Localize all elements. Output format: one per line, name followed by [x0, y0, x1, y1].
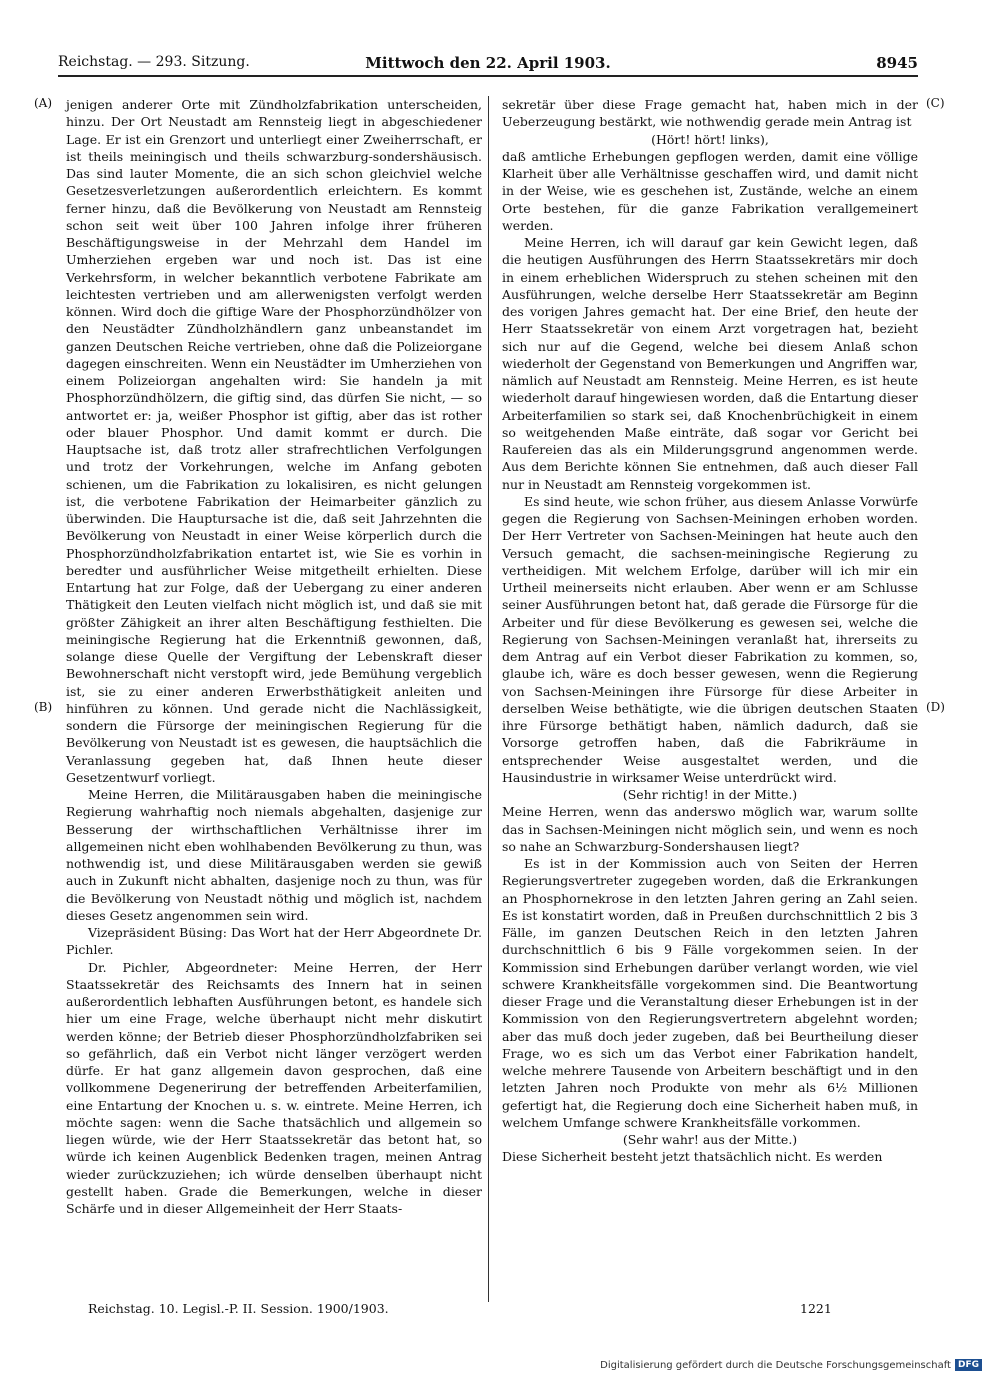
- margin-mark-b: (B): [34, 700, 53, 714]
- paragraph: Meine Herren, die Militärausgaben haben die meiningische Regierung wahrhaftig noch niemals abgehalten, dasjenige zur Besserung der wirthschaftlichen Verhältnisse ihrer im allgemeinen nicht eben wohlhabenden Bevölkerung zu thun, was nothwendig ist, und diese Militärausgaben werden sie gewiß auch in Zukunft nicht abhalten, dasjenige noch zu thun, was für die Bevölkerung von Neustadt nöthig und möglich ist, nachdem dieses Gesetz angenommen sein wird.: [66, 787, 482, 923]
- paragraph: Meine Herren, ich will darauf gar kein Gewicht legen, daß die heutigen Ausführungen des Herrn Staatssekretärs mir doch in einem erheblichen Widerspruch zu stehen scheinen mit den Ausführungen, welche derselbe Herr Staatssekretär am Beginn des vorigen Jahres gemacht hat. Der eine Brief, den heute der Herr Staatssekretär von einem Arzt vorgetragen hat, bezieht sich nur auf die Gegend, welche bei diesem Anlaß schon wiederholt der Gegenstand von Bemerkungen und Angriffen war, nämlich auf Neustadt am Rennsteig. Meine Herren, es ist heute wiederholt darauf hingewiesen worden, daß die Entartung dieser Arbeiterfamilien so stark sei, daß Knochenbrüchigkeit in einem so weitgehenden Maße einträte, daß sogar vor Gericht bei Raufereien das als ein Milderungsgrund angenommen werde. Aus dem Berichte können Sie entnehmen, daß auch dieser Fall nur in Neustadt am Rennsteig vorgekommen ist.: [502, 235, 918, 492]
- header-session: Reichstag. — 293. Sitzung.: [58, 54, 250, 70]
- paragraph: Es sind heute, wie schon früher, aus diesem Anlasse Vorwürfe gegen die Regierung von Sachsen-Meiningen erhoben worden. Der Herr Vertreter von Sachsen-Meiningen hat heute auch den Versuch gemacht, die sachsen-meiningische Regierung zu vertheidigen. Mit welchem Erfolge, darüber will ich mir ein Urtheil meinerseits nicht erlauben. Aber wenn er am Schlusse seiner Ausführungen betont hat, daß gerade die Fürsorge für die Arbeiter und für diese Bevölkerung es gewesen sei, welche die Regierung von Sachsen-Meiningen veranlaßt hat, ihrerseits zu dem Antrag auf ein Verbot dieser Fabrikation zu kommen, so, glaube ich, wäre es doch besser gewesen, wenn die Regierung von Sachsen-Meiningen ihre Fürsorge für diese Arbeiter in derselben Weise bethätigte, wie die übrigen deutschen Staaten ihre Fürsorge bethätigt haben, nämlich dadurch, daß sie Vorsorge getroffen haben, daß die Fabrikräume in entsprechender Weise ausgestaltet werden, und die Hausindustrie in wirksamer Weise unterdrückt wird.: [502, 493, 918, 785]
- dfg-credit-text: Digitalisierung gefördert durch die Deutsche Forschungsgemeinschaft: [600, 1359, 951, 1371]
- paragraph: jenigen anderer Orte mit Zündholzfabrikation unterscheiden, hinzu. Der Ort Neustadt am Rennsteig liegt in abgeschiedener Lage. Er ist ein Grenzort und unterliegt einer Zweiherrschaft, er ist theils meiningisch und theils schwarzburg-sondershäusisch. Das sind lauter Momente, die an sich schon gleichviel welche Gesetzesverletzungen außerordentlich erleichtern. Es kommt ferner hinzu, daß die Bevölkerung von Neustadt am Rennsteig schon seit weit über 100 Jahren infolge ihrer früheren Beschäftigungsweise in der Mehrzahl dem Handel im Umherziehen ergeben war und noch ist. Das ist eine Verkehrsform, in welcher bekanntlich verbotene Fabrikate am leichtesten vertrieben und am allerwenigsten verfolgt werden können. Wird doch die giftige Ware der Phosphorzündhölzer von den Neustädter Zündholzhändlern ganz unbeanstandet im ganzen Deutschen Reiche vertrieben, ohne daß die Polizeiorgane dagegen einschreiten. Wenn ein Neustädter im Umherziehen von einem Polizeiorgan angehalten wird: Sie handeln ja mit Phosphorzündhölzern, die giftig sind, das dürfen Sie nicht, — so antwortet er: ja, weißer Phosphor ist giftig, aber das ist rother oder blauer Phosphor. Und damit kommt er durch. Die Hauptsache ist, daß trotz aller strafrechtlichen Verfolgungen und trotz der Vorkehrungen, welche im Anfang geboten schienen, um die Fabrikation zu lokalisiren, es nicht gelungen ist, die verbotene Fabrikation der Heimarbeiter gänzlich zu überwinden. Die Hauptursache ist die, daß seit Jahrzehnten die Bevölkerung von Neustadt in einer Weise körperlich durch die Phosphorzündholzfabrikation entartet ist, wie Sie es vorhin in beredter und ausführlicher Weise mitgetheilt erhielten. Diese Entartung hat zur Folge, daß der Uebergang zu einer anderen Thätigkeit den Leuten vielfach nicht möglich ist, und daß sie mit größter Zähigkeit an ihrer alten Beschäftigung festhielten. Die meiningische Regierung hat die Erkenntniß gewonnen, daß, solange diese Quelle der Vergiftung der Lebenskraft dieser Bewohnerschaft nicht verstopft wird, jede Bemühung vergeblich ist, sie zu einer anderen Erwerbsthätigkeit anleiten und hinführen zu können. Und gerade nicht die Nachlässigkeit, sondern die Fürsorge der meiningischen Regierung für die Bevölkerung von Neustadt ist es gewesen, die hauptsächlich die Veranlassung gegeben hat, daß Ihnen heute dieser Gesetzentwurf vorliegt.: [66, 97, 482, 785]
- column-divider: [488, 96, 489, 1302]
- paragraph: Diese Sicherheit besteht jetzt thatsächlich nicht. Es werden: [502, 1149, 883, 1165]
- dfg-logo-icon: DFG: [955, 1359, 982, 1371]
- running-header: [58, 50, 918, 74]
- paragraph: Vizepräsident Büsing: Das Wort hat der Herr Abgeordnete Dr. Pichler.: [66, 925, 482, 958]
- right-column: [502, 96, 918, 1166]
- paragraph: (Sehr wahr! aus der Mitte.): [622, 1132, 798, 1147]
- paragraph: Es ist in der Kommission auch von Seiten der Herren Regierungsvertreter zugegeben worden, daß die Erkrankungen an Phosphornekrose in den letzten Jahren gering an Zahl seien. Es ist konstatirt worden, daß in Preußen durchschnittlich 2 bis 3 Fälle, im ganzen Deutschen Reich in den letzten Jahren durchschnittlich 6 bis 9 Fälle vorgekommen seien. In der Kommission sind Erhebungen darüber verlangt worden, wie viel schwere Krankheitsfälle vorgekommen sind. Die Beantwortung dieser Frage und die Veranstaltung dieser Erhebungen ist in der Kommission von den Regierungsvertretern abgelehnt worden; aber das muß doch jeder zugeben, daß bei Beurtheilung dieser Frage, wo es sich um das Verbot einer Fabrikation handelt, welche mehrere Tausende von Arbeitern beschäftigt und in den letzten Jahren noch Produkte von mehr als 6½ Millionen gefertigt hat, die Regierung doch eine Sicherheit haben muß, in welchem Umfange schwere Krankheitsfälle vorkommen.: [502, 856, 918, 1130]
- paragraph: daß amtliche Erhebungen gepflogen werden, damit eine völlige Klarheit über alle Verhältnisse geschaffen wird, und damit nicht in der Weise, wie es geschehen ist, Zustände, welche an einem Orte bestehen, für die ganze Fabrikation verallgemeinert werden.: [502, 148, 918, 233]
- paragraph: Dr. Pichler, Abgeordneter: Meine Herren, der Herr Staatssekretär des Reichsamts des Innern hat in seinen außerordentlich lebhaften Ausführungen betont, es handele sich hier um eine Frage, welche überhaupt nicht mehr diskutirt werden könne; der Betrieb dieser Phosphorzündholzfabriken sei so gefährlich, daß ein Verbot nicht länger verzögert werden dürfe. Er hat ganz allgemein davon gesprochen, daß eine vollkommene Degenerirung der betreffenden Arbeiterfamilien, eine Entartung der Knochen u. s. w. eintrete. Meine Herren, ich möchte sagen: wenn die Sache thatsächlich und allgemein so liegen würde, wie der Herr Staatssekretär das betont hat, so würde ich keinen Augenblick Bedenken tragen, meinen Antrag wieder zurückzuziehen; ich würde denselben überhaupt nicht gestellt haben. Grade die Bemerkungen, welche in dieser Schärfe und in dieser Allgemeinheit der Herr Staats-: [66, 959, 482, 1216]
- left-column: [66, 96, 482, 1217]
- margin-mark-c: (C): [926, 96, 945, 110]
- margin-mark-a: (A): [34, 96, 53, 110]
- dfg-credit: [600, 1359, 982, 1371]
- paragraph: Meine Herren, wenn das anderswo möglich war, warum sollte das in Sachsen-Meiningen nicht möglich sein, und wenn es noch so nahe an Schwarzburg-Sondershausen liegt?: [502, 804, 918, 854]
- paragraph: (Hört! hört! links),: [651, 131, 769, 147]
- paragraph: sekretär über diese Frage gemacht hat, haben mich in der Ueberzeugung bestärkt, wie nothwendig gerade mein Antrag ist: [502, 97, 918, 130]
- footer-imprint: Reichstag. 10. Legisl.-P. II. Session. 1900/1903.: [88, 1301, 389, 1316]
- paragraph: (Sehr richtig! in der Mitte.): [622, 787, 798, 802]
- page-number: 8945: [876, 54, 918, 72]
- margin-mark-d: (D): [926, 700, 945, 714]
- header-date: Mittwoch den 22. April 1903.: [365, 54, 611, 72]
- header-rule: [58, 75, 918, 77]
- footer-signature: 1221: [800, 1301, 832, 1316]
